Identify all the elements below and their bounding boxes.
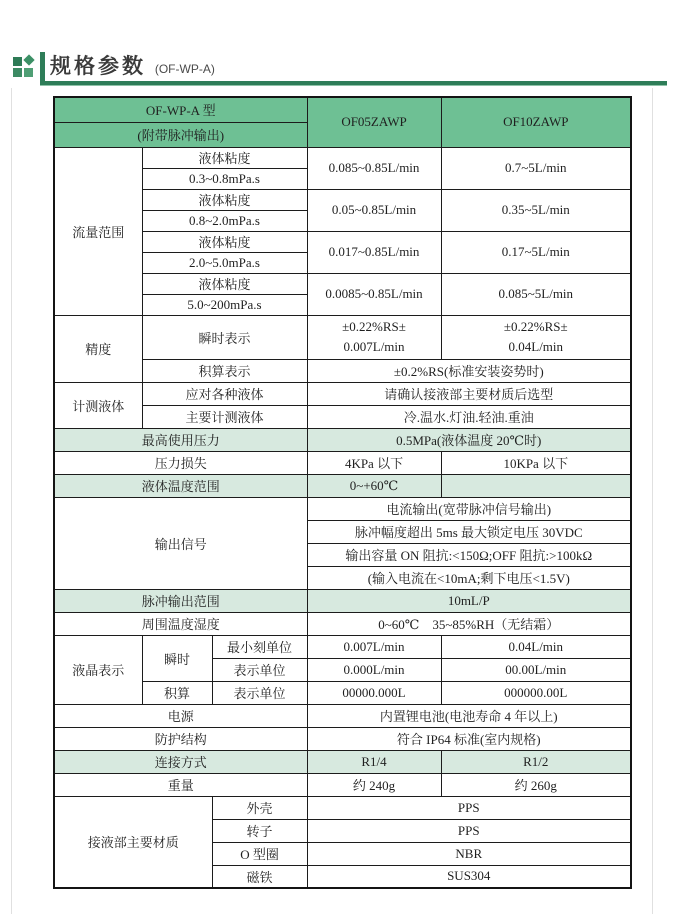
lcd-min-unit-of05: 0.007L/min [307,635,441,658]
flow-range-label: 流量范围 [54,147,142,315]
lcd-instant-label: 瞬时 [142,635,212,681]
material-value: NBR [307,842,631,865]
connection-label: 连接方式 [54,750,307,773]
output-signal-line: 输出容量 ON 阻抗:<150Ω;OFF 阻抗:>100kΩ [307,543,631,566]
connection-of10: R1/2 [441,750,631,773]
material-part: 磁铁 [212,865,307,888]
pressure-loss-row [54,451,631,474]
page-frame-line-right [652,88,653,914]
accuracy-instant-label: 瞬时表示 [142,315,307,359]
lcd-min-unit-of10: 0.04L/min [441,635,631,658]
page-title [50,50,215,80]
weight-of05: 约 240g [307,773,441,796]
weight-of10: 约 260g [441,773,631,796]
measured-liquid-row2-label: 主要计测液体 [142,405,307,428]
measured-liquid-row1-label: 应对各种液体 [142,382,307,405]
accuracy-instant-row [54,315,631,359]
accuracy-total-value: ±0.2%RS(标准安装姿势时) [307,359,631,382]
lcd-label: 液晶表示 [54,635,142,704]
pressure-loss-of05: 4KPa 以下 [307,451,441,474]
weight-label: 重量 [54,773,307,796]
pressure-loss-label: 压力损失 [54,451,307,474]
power-value: 内置锂电池(电池寿命 4 年以上) [307,704,631,727]
lcd-total-unit-label: 表示单位 [212,681,307,704]
output-signal-label: 输出信号 [54,497,307,589]
flow-value-of05: 0.085~0.85L/min [307,147,441,189]
liquid-temp-of10 [441,474,631,497]
material-part: 转子 [212,819,307,842]
flow-value-of05: 0.0085~0.85L/min [307,273,441,315]
page-frame-line-left [11,88,12,914]
output-signal-line: 电流输出(宽带脉冲信号输出) [307,497,631,520]
material-part: 外壳 [212,796,307,819]
liquid-temp-label: 液体温度范围 [54,474,307,497]
accuracy-instant-of10: ±0.22%RS± 0.04L/min [441,315,631,359]
logo-squares-icon [13,56,35,78]
material-row [54,796,631,819]
ambient-value: 0~60℃ 35~85%RH（无结霜） [307,612,631,635]
viscosity-label: 液体粘度 [142,147,307,168]
weight-row [54,773,631,796]
lcd-total-label: 积算 [142,681,212,704]
output-signal-line: (输入电流在<10mA;剩下电压<1.5V) [307,566,631,589]
title-underline [40,81,667,86]
material-value: PPS [307,796,631,819]
viscosity-label: 液体粘度 [142,189,307,210]
lcd-disp-unit-of05: 0.000L/min [307,658,441,681]
lcd-row-min-unit [54,635,631,658]
materials-label: 接液部主要材质 [54,796,212,888]
viscosity-label: 液体粘度 [142,273,307,294]
connection-row [54,750,631,773]
viscosity-range: 2.0~5.0mPa.s [142,252,307,273]
protection-row [54,727,631,750]
lcd-total-unit-of10: 000000.00L [441,681,631,704]
header-type-line1: OF-WP-A 型 [54,97,307,122]
protection-value: 符合 IP64 标准(室内规格) [307,727,631,750]
section-title [0,44,700,90]
flow-value-of05: 0.017~0.85L/min [307,231,441,273]
page-title-text: 规格参数 [50,55,146,78]
title-accent-bar [40,52,45,81]
pulse-output-row [54,589,631,612]
flow-value-of10: 0.085~5L/min [441,273,631,315]
liquid-temp-of05: 0~+60℃ [307,474,441,497]
flow-value-of10: 0.17~5L/min [441,231,631,273]
flow-value-of05: 0.05~0.85L/min [307,189,441,231]
accuracy-label: 精度 [54,315,142,382]
header-model-of10: OF10ZAWP [441,97,631,147]
liquid-temp-row [54,474,631,497]
header-model-of05: OF05ZAWP [307,97,441,147]
measured-liquid-row1-value: 请确认接液部主要材质后选型 [307,382,631,405]
flow-value-of10: 0.7~5L/min [441,147,631,189]
viscosity-range: 0.3~0.8mPa.s [142,168,307,189]
lcd-min-unit-label: 最小刻单位 [212,635,307,658]
power-row [54,704,631,727]
accuracy-instant-of05: ±0.22%RS± 0.007L/min [307,315,441,359]
flow-range-row [54,147,631,168]
output-signal-line: 脉冲幅度超出 5ms 最大锁定电压 30VDC [307,520,631,543]
header-type-line2: (附带脉冲输出) [54,122,307,147]
table-header-row-1 [54,97,631,122]
measured-liquid-label: 计测液体 [54,382,142,428]
max-pressure-row [54,428,631,451]
spec-table [53,96,632,889]
output-signal-row [54,497,631,520]
max-pressure-value: 0.5MPa(液体温度 20℃时) [307,428,631,451]
lcd-disp-unit-label: 表示单位 [212,658,307,681]
viscosity-range: 5.0~200mPa.s [142,294,307,315]
protection-label: 防护结构 [54,727,307,750]
max-pressure-label: 最高使用压力 [54,428,307,451]
page-title-model: (OF-WP-A) [154,62,215,76]
accuracy-total-label: 积算表示 [142,359,307,382]
lcd-disp-unit-of10: 00.00L/min [441,658,631,681]
measured-liquid-row-1 [54,382,631,405]
pulse-output-value: 10mL/P [307,589,631,612]
pulse-output-label: 脉冲输出范围 [54,589,307,612]
viscosity-label: 液体粘度 [142,231,307,252]
connection-of05: R1/4 [307,750,441,773]
material-value: SUS304 [307,865,631,888]
flow-value-of10: 0.35~5L/min [441,189,631,231]
lcd-total-unit-of05: 00000.000L [307,681,441,704]
viscosity-range: 0.8~2.0mPa.s [142,210,307,231]
ambient-label: 周围温度湿度 [54,612,307,635]
power-label: 电源 [54,704,307,727]
measured-liquid-row2-value: 冷.温水.灯油.轻油.重油 [307,405,631,428]
material-value: PPS [307,819,631,842]
ambient-row [54,612,631,635]
pressure-loss-of10: 10KPa 以下 [441,451,631,474]
material-part: O 型圈 [212,842,307,865]
